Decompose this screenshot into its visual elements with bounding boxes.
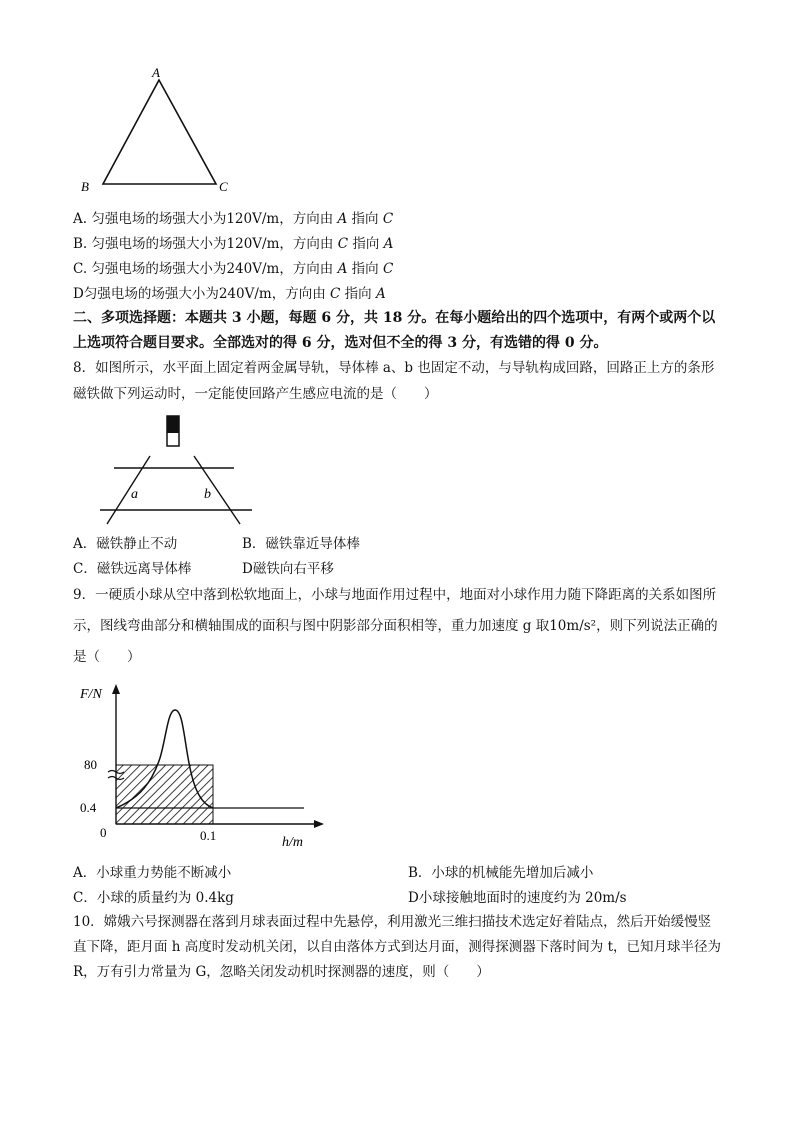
conductor-rod-a [107, 456, 150, 524]
q9-stem: 9．一硬质小球从空中落到松软地面上，小球与地面作用过程中，地面对小球作用力随下降距离的关系如图所示，图线弯曲部分和横轴围成的面积与图中阴影部分面积相等，重力加速度 g 取10m/s²，则下列说法正确的是（ ） [73, 587, 718, 665]
q7-option-b[interactable]: B. 匀强电场的场强大小为120V/m，方向由 C 指向 A [73, 236, 394, 252]
triangle-figure [75, 62, 245, 197]
q8-stem: 8．如图所示，水平面上固定着两金属导轨，导体棒 a、b 也固定不动，与导轨构成回路，回路正上方的条形磁铁做下列运动时，一定能使回路产生感应电流的是（ ） [73, 360, 715, 402]
q7-option-a[interactable]: A. 匀强电场的场强大小为120V/m，方向由 A 指向 C [73, 211, 394, 227]
q9-option-a[interactable]: A．小球重力势能不断减小 [73, 865, 232, 881]
rod-label-b: b [204, 487, 211, 502]
triangle-abc [103, 80, 216, 184]
x-axis-label: h/m [282, 835, 303, 850]
q8-option-d[interactable]: D磁铁向右平移 [242, 561, 334, 577]
q9-option-d[interactable]: D小球接触地面时的速度约为 20m/s [408, 890, 627, 906]
q8-option-b[interactable]: B．磁铁靠近导体棒 [242, 536, 360, 552]
y-tick-0-4: 0.4 [80, 800, 97, 815]
q10-stem: 10．嫦娥六号探测器在落到月球表面过程中先悬停，利用激光三维扫描技术选定好着陆点，然后开始缓慢竖直下降，距月面 h 高度时发动机关闭，以自由落体方式到达月面，测得探测器下落时间为 t，已知月球半径为 R，万有引力常量为 G，忽略关闭发动机时探测器的速度，则（ ） [73, 914, 721, 980]
q8-option-c[interactable]: C．磁铁远离导体棒 [73, 561, 192, 577]
magnet-pole [167, 416, 179, 433]
rails-magnet-figure [72, 412, 257, 530]
y-axis-arrow [112, 684, 120, 694]
y-axis-label: F/N [80, 687, 102, 702]
q7-option-c[interactable]: C. 匀强电场的场强大小为240V/m，方向由 A 指向 C [73, 261, 394, 277]
origin-label: 0 [100, 825, 107, 840]
q9-option-c[interactable]: C．小球的质量约为 0.4kg [73, 890, 234, 906]
q7-option-d[interactable]: D匀强电场的场强大小为240V/m，方向由 C 指向 A [73, 286, 386, 302]
vertex-label-a: A [152, 65, 160, 80]
q9-option-b[interactable]: B．小球的机械能先增加后减小 [408, 865, 594, 881]
x-axis-arrow [314, 820, 324, 828]
q8-option-a[interactable]: A．磁铁静止不动 [73, 536, 178, 552]
vertex-label-c: C [219, 179, 228, 194]
section-heading: 二、多项选择题：本题共 3 小题，每题 6 分，共 18 分。在每小题给出的四个选项中，有两个或两个以上选项符合题目要求。全部选对的得 6 分，选对但不全的得 3 分，有选错的得 0 分。 [73, 310, 716, 351]
y-tick-80: 80 [84, 757, 97, 772]
force-distance-graph [72, 680, 332, 855]
x-tick-0-1: 0.1 [200, 828, 217, 843]
conductor-rod-b [194, 456, 240, 524]
vertex-label-b: B [81, 179, 89, 194]
rod-label-a: a [131, 487, 138, 502]
